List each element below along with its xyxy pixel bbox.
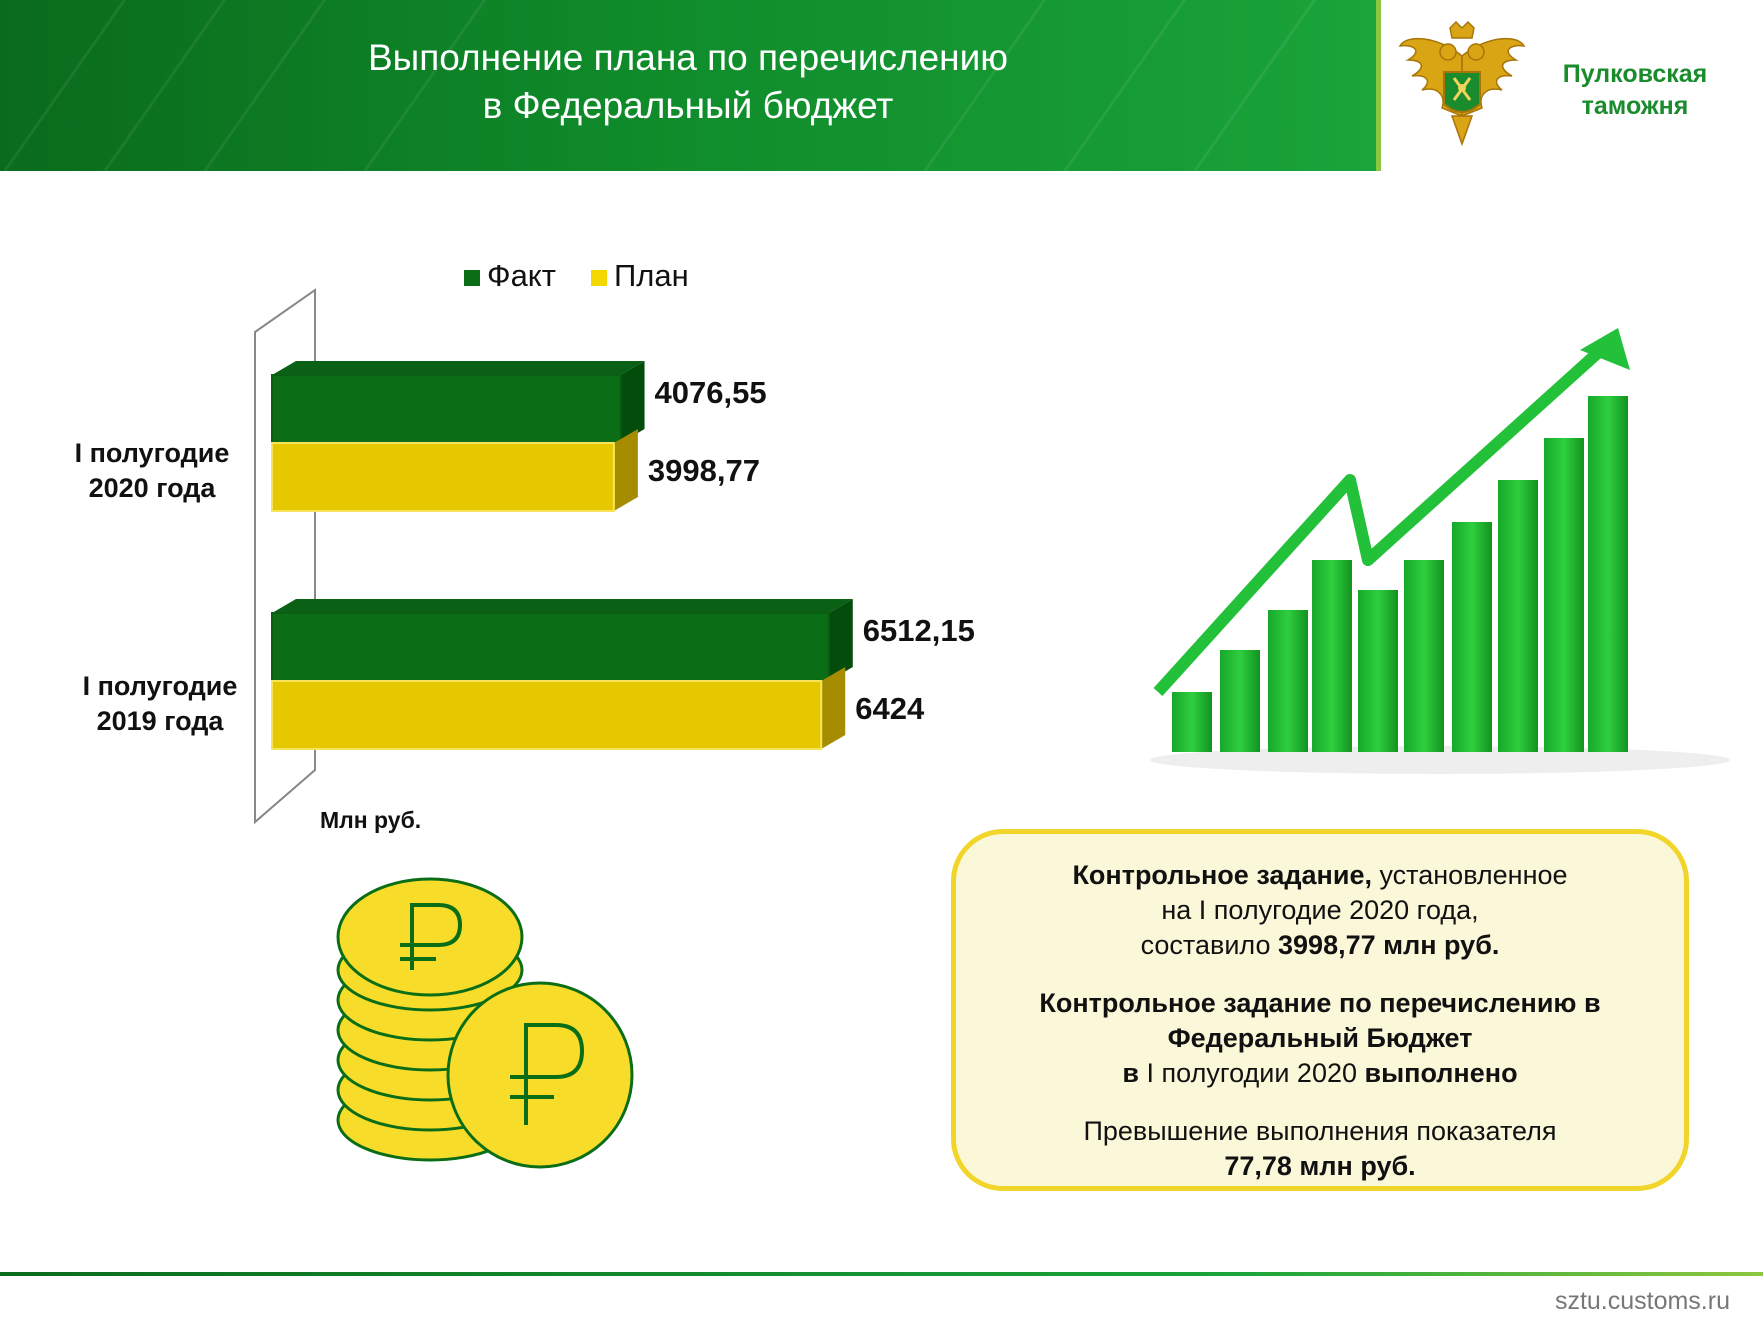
bar-side <box>614 429 638 511</box>
site-url: sztu.customs.ru <box>1554 1287 1730 1315</box>
category-label: I полугодие 2020 года <box>74 438 230 503</box>
bar <box>272 613 829 681</box>
info-box <box>951 829 1689 1191</box>
bar <box>272 375 621 443</box>
bar-side <box>829 599 853 681</box>
info-paragraph-2: Контрольное задание по перечислению в Федеральный Бюджет в I полугодии 2020 выполнено <box>1039 988 1601 1088</box>
growth-chart-icon <box>1140 320 1740 780</box>
data-label: 3998,77 <box>647 453 760 488</box>
page-title: Выполнение плана по перечислению в Федеральный бюджет <box>367 37 1009 126</box>
ruble-coins-icon <box>330 875 640 1175</box>
bar-side <box>821 667 845 749</box>
data-label: 6512,15 <box>862 613 975 648</box>
category-label: I полугодие 2019 года <box>82 671 238 736</box>
bar <box>272 443 614 511</box>
legend-swatch-plan <box>591 270 607 286</box>
data-label: 4076,55 <box>654 375 767 410</box>
unit-label: Млн руб. <box>320 807 422 833</box>
bar-side <box>621 361 645 443</box>
data-label: 6424 <box>855 691 925 726</box>
bar-top <box>272 361 645 375</box>
info-paragraph-3: Превышение выполнения показателя 77,78 млн руб. <box>1083 1116 1557 1181</box>
info-paragraph-1: Контрольное задание, установленное на I полугодие 2020 года, составило 3998,77 млн руб. <box>1072 860 1568 960</box>
bar-top <box>272 599 853 613</box>
bar <box>272 681 821 749</box>
footer-divider <box>0 1272 1763 1276</box>
legend-label-fact: Факт <box>487 258 556 293</box>
bar-chart <box>0 240 1120 840</box>
org-name: Пулковская таможня <box>1562 60 1708 120</box>
header-banner <box>0 0 1376 171</box>
eagle-emblem-icon <box>1398 16 1526 156</box>
legend-swatch-fact <box>464 270 480 286</box>
legend-label-plan: План <box>614 258 689 293</box>
header-divider <box>1376 0 1381 171</box>
